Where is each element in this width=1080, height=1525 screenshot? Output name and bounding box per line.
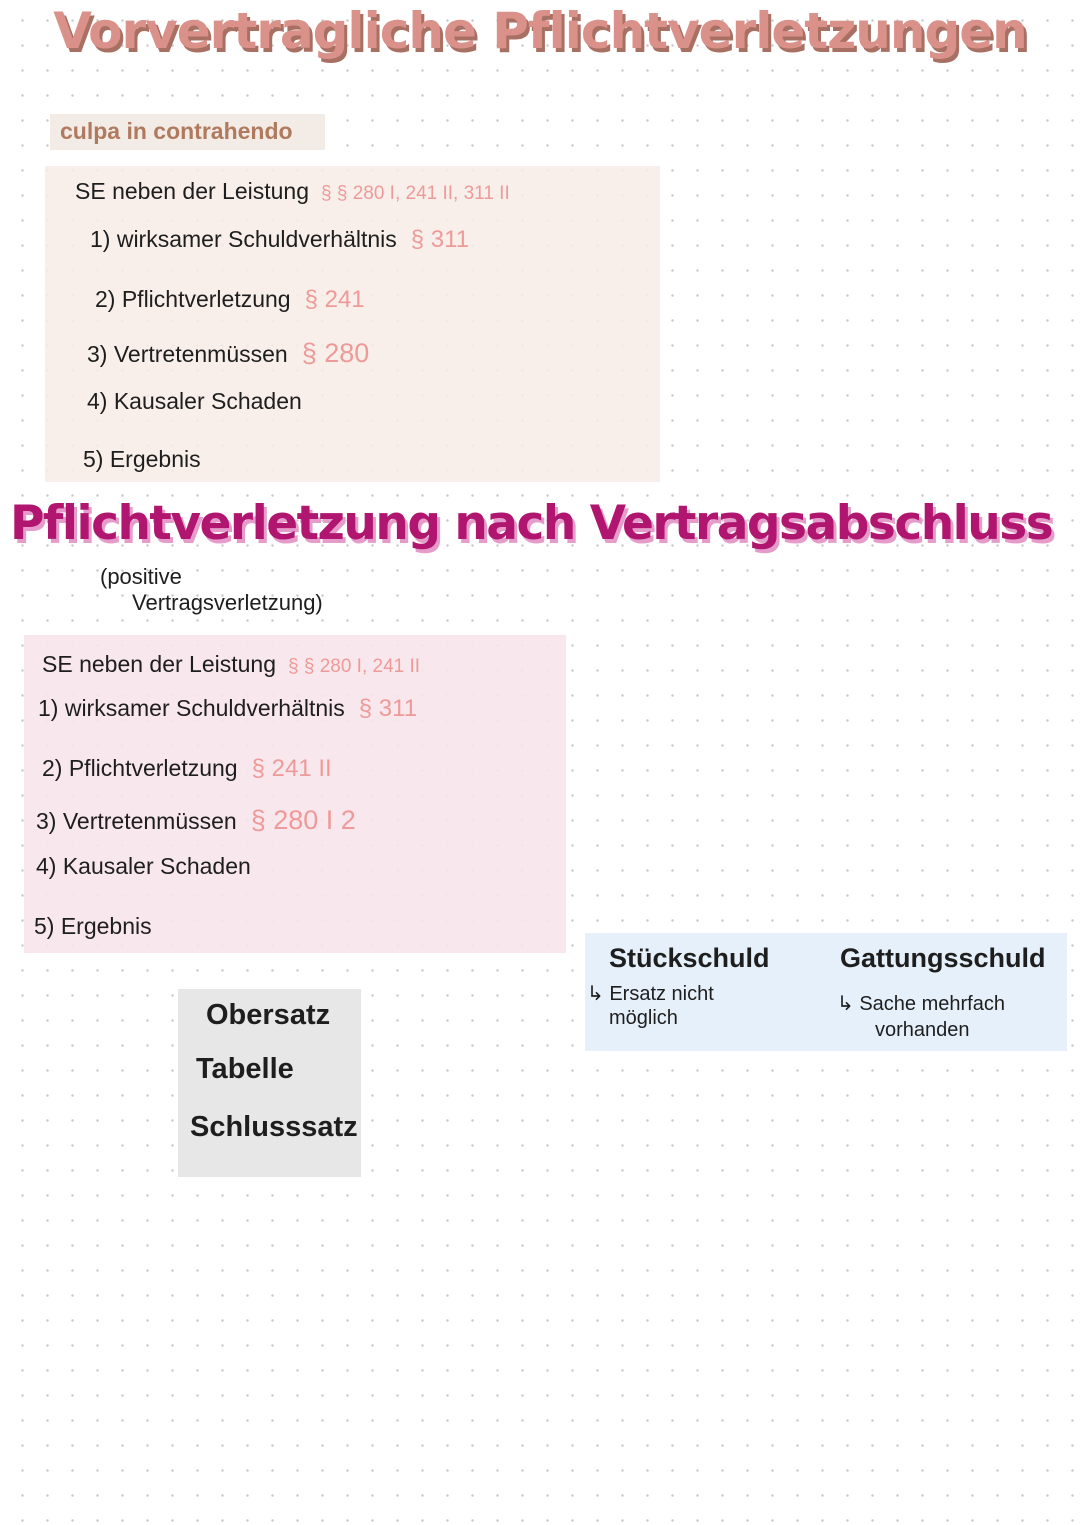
pvv-item-1-law: § 311 xyxy=(358,695,418,722)
gattungsschuld-note-1: ↳ Sache mehrfach xyxy=(837,993,1005,1015)
subtitle-line-1: (positive xyxy=(100,564,182,589)
pvv-item-3-law: § 280 I 2 xyxy=(250,805,356,835)
stueckschuld-note-2: möglich xyxy=(609,1007,678,1029)
topic-tag xyxy=(50,114,325,150)
cic-item-5 xyxy=(83,446,201,473)
pvv-item-4 xyxy=(36,853,251,880)
gattungsschuld-note-2: vorhanden xyxy=(875,1019,970,1041)
gattungsschuld-title: Gattungsschuld xyxy=(840,943,1046,973)
stueckschuld-title: Stückschuld xyxy=(609,943,770,973)
cic-header-law: § § 280 I, 241 II, 311 II xyxy=(321,183,510,204)
pvv-item-5-text: 5) Ergebnis xyxy=(34,913,152,939)
cic-item-2-law: § 241 xyxy=(304,286,365,313)
page-title: Vorvertragliche Pflichtverletzungen xyxy=(53,2,1027,60)
cic-item-1-text: 1) wirksamer Schuldverhältnis xyxy=(90,226,397,252)
cic-scheme-box xyxy=(45,166,660,482)
cic-item-3-law: § 280 xyxy=(301,338,370,368)
pvv-item-1-text: 1) wirksamer Schuldverhältnis xyxy=(38,695,345,721)
pvv-header-text: SE neben der Leistung xyxy=(42,651,277,677)
pvv-item-2 xyxy=(42,755,332,783)
structure-box xyxy=(178,989,361,1177)
section-title: Pflichtverletzung nach Vertragsabschluss xyxy=(10,496,1053,551)
structure-tabelle: Tabelle xyxy=(196,1053,294,1085)
cic-item-4 xyxy=(87,388,302,415)
cic-item-1 xyxy=(90,226,469,254)
cic-item-2-text: 2) Pflichtverletzung xyxy=(95,286,291,312)
stueckschuld-note-1: ↳ Ersatz nicht xyxy=(587,983,714,1005)
cic-header xyxy=(75,178,510,205)
cic-item-1-law: § 311 xyxy=(410,226,470,253)
cic-item-2 xyxy=(95,286,365,314)
pvv-item-2-text: 2) Pflichtverletzung xyxy=(42,755,238,781)
structure-obersatz: Obersatz xyxy=(206,999,331,1031)
cic-item-3 xyxy=(87,338,369,369)
cic-item-4-text: 4) Kausaler Schaden xyxy=(87,388,302,414)
pvv-header xyxy=(42,651,420,678)
pvv-header-law: § § 280 I, 241 II xyxy=(288,656,421,677)
pvv-item-3-text: 3) Vertretenmüssen xyxy=(36,808,237,834)
cic-item-5-text: 5) Ergebnis xyxy=(83,446,201,472)
pvv-item-1 xyxy=(38,695,417,723)
pvv-item-3 xyxy=(36,805,356,836)
pvv-scheme-box xyxy=(24,635,566,953)
debt-types-box xyxy=(585,933,1067,1051)
pvv-item-5 xyxy=(34,913,152,940)
topic-tag-label: culpa in contrahendo xyxy=(60,118,293,144)
cic-item-3-text: 3) Vertretenmüssen xyxy=(87,341,288,367)
cic-header-text: SE neben der Leistung xyxy=(75,178,310,204)
pvv-item-2-law: § 241 II xyxy=(251,755,332,782)
structure-schlusssatz: Schlusssatz xyxy=(190,1111,358,1143)
subtitle-line-2: Vertragsverletzung) xyxy=(132,590,323,615)
pvv-item-4-text: 4) Kausaler Schaden xyxy=(36,853,251,879)
